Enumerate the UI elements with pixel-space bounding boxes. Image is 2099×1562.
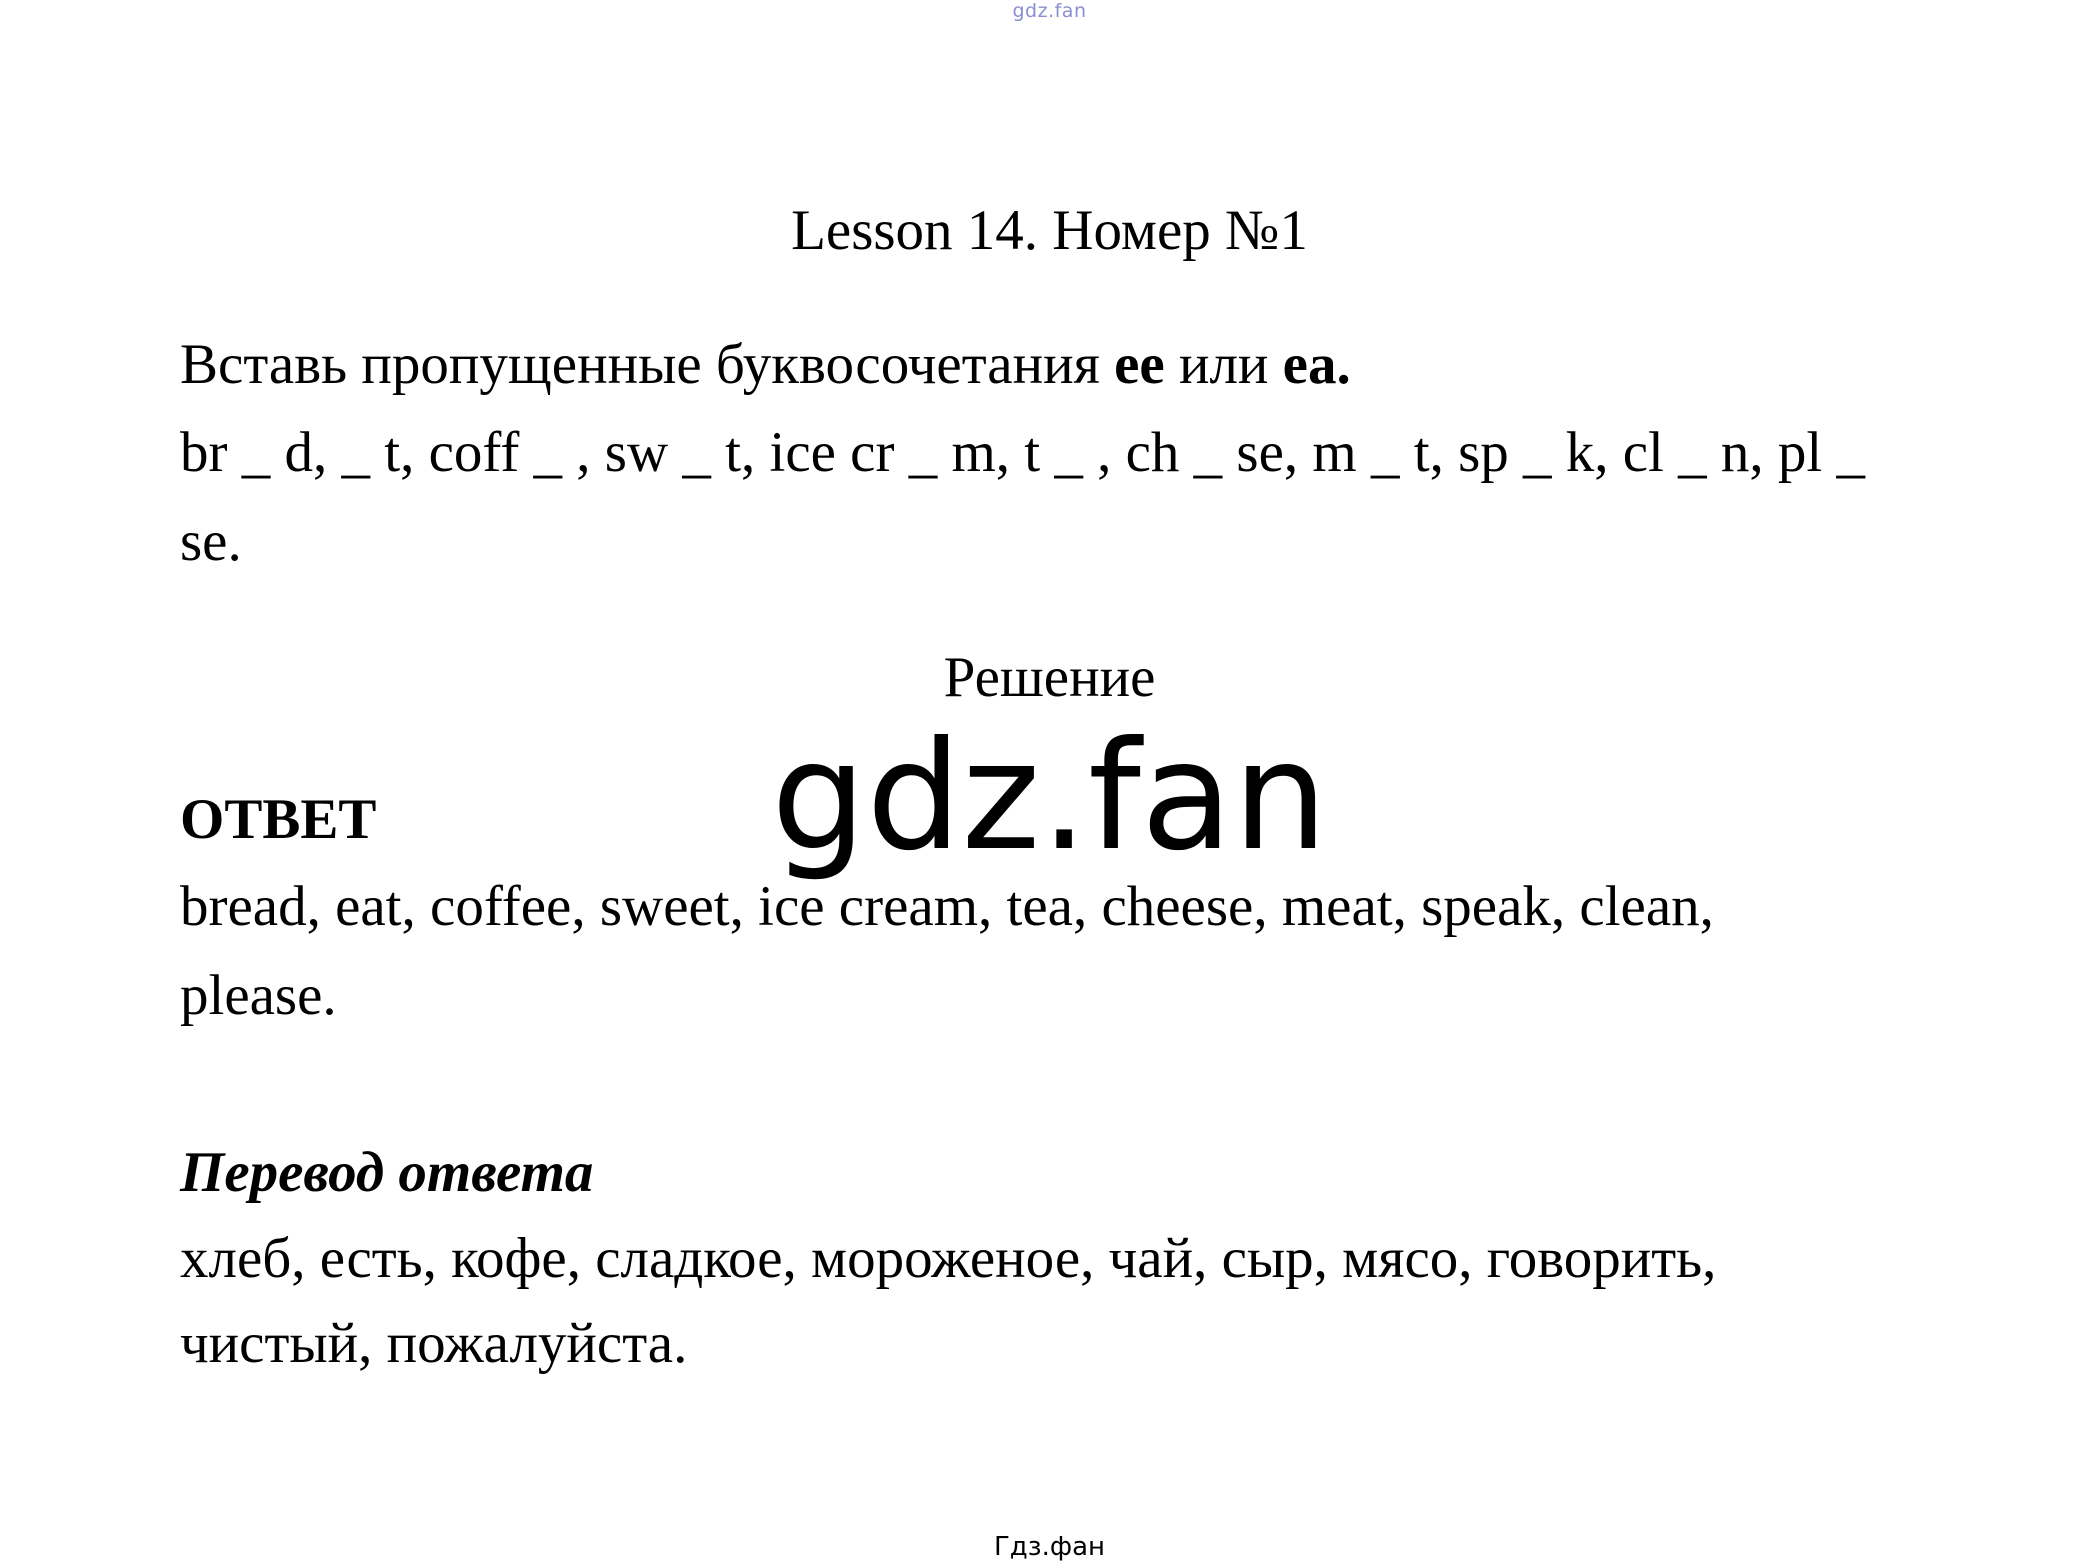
task-option-ee: ee	[1114, 333, 1165, 396]
task-instruction-text: Вставь пропущенные буквосочетания	[180, 333, 1115, 396]
task-instruction	[180, 332, 1980, 398]
task-words-line: br _ d, _ t, coff _ , sw _ t, ice cr _ m, t _ , ch _ se, m _ t, sp _ k, cl _ n, pl _	[180, 421, 1865, 484]
center-watermark: gdz.fan	[771, 710, 1328, 884]
page-title: Lesson 14. Номер №1	[791, 199, 1308, 262]
translation-heading: Перевод ответа	[180, 1141, 594, 1204]
answer-text-line-end: please.	[180, 964, 337, 1027]
task-words-line-end: se.	[180, 510, 242, 573]
answer-text-line: bread, eat, coffee, sweet, ice cream, tea, cheese, meat, speak, clean,	[180, 875, 1714, 938]
task-option-ea: ea.	[1282, 333, 1351, 396]
translation-text-line: хлеб, есть, кофе, сладкое, мороженое, чай, сыр, мясо, говорить,	[180, 1227, 1717, 1290]
answer-heading: ОТВЕТ	[180, 788, 377, 851]
footer-watermark: Гдз.фан	[993, 1532, 1106, 1562]
top-watermark: gdz.fan	[1012, 0, 1087, 22]
task-instruction-or: или	[1164, 333, 1283, 396]
solution-heading: Решение	[943, 646, 1156, 709]
translation-text-line-end: чистый, пожалуйста.	[180, 1312, 688, 1375]
